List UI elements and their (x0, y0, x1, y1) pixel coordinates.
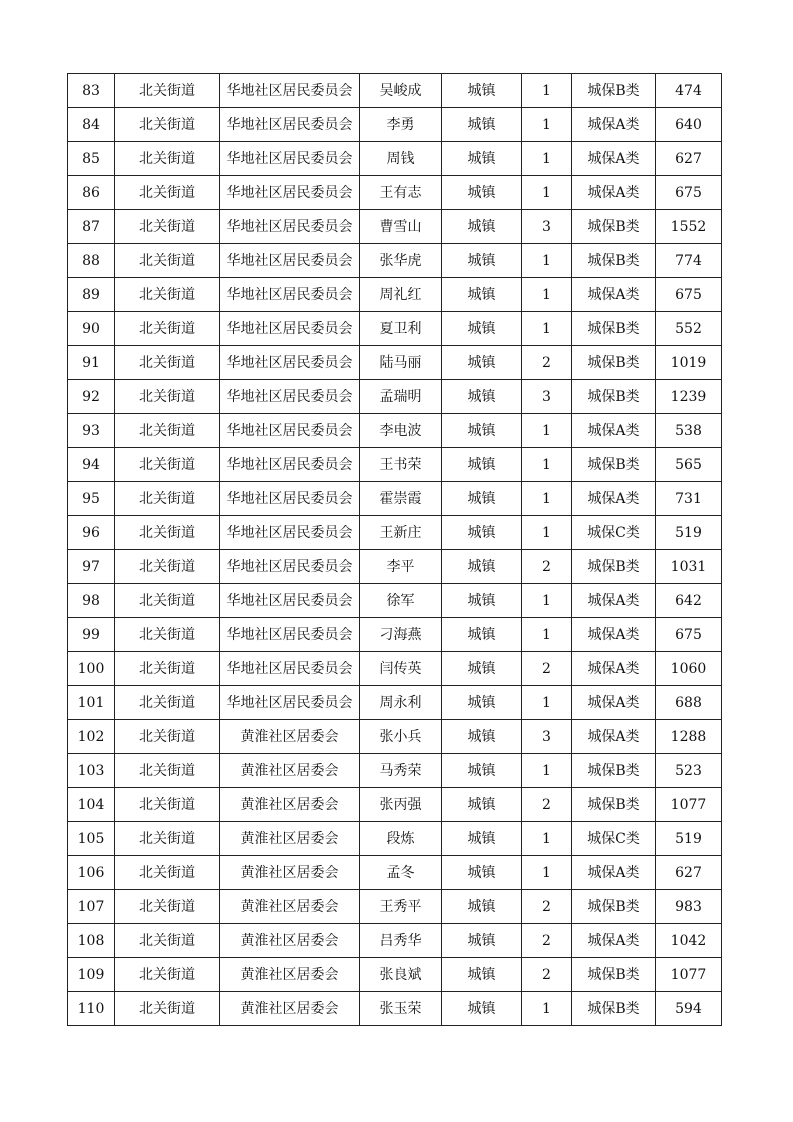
person-count-cell: 1 (522, 754, 572, 788)
amount-cell: 642 (656, 584, 722, 618)
row-number-cell: 94 (68, 448, 115, 482)
table-row (68, 312, 722, 346)
row-number-cell: 92 (68, 380, 115, 414)
name-cell: 张良斌 (360, 958, 442, 992)
community-cell: 华地社区居民委员会 (220, 584, 360, 618)
household-type-cell: 城镇 (442, 958, 522, 992)
name-cell: 王秀平 (360, 890, 442, 924)
street-cell: 北关街道 (115, 992, 220, 1026)
street-cell: 北关街道 (115, 346, 220, 380)
street-cell: 北关街道 (115, 754, 220, 788)
name-cell: 李勇 (360, 108, 442, 142)
person-count-cell: 1 (522, 448, 572, 482)
category-cell: 城保B类 (572, 992, 656, 1026)
category-cell: 城保A类 (572, 176, 656, 210)
amount-cell: 474 (656, 74, 722, 108)
name-cell: 吕秀华 (360, 924, 442, 958)
row-number-cell: 93 (68, 414, 115, 448)
name-cell: 刁海燕 (360, 618, 442, 652)
table-row (68, 74, 722, 108)
row-number-cell: 106 (68, 856, 115, 890)
community-cell: 华地社区居民委员会 (220, 414, 360, 448)
amount-cell: 1019 (656, 346, 722, 380)
amount-cell: 774 (656, 244, 722, 278)
category-cell: 城保A类 (572, 482, 656, 516)
amount-cell: 538 (656, 414, 722, 448)
person-count-cell: 1 (522, 686, 572, 720)
person-count-cell: 1 (522, 176, 572, 210)
person-count-cell: 1 (522, 822, 572, 856)
household-type-cell: 城镇 (442, 414, 522, 448)
community-cell: 黄淮社区居委会 (220, 822, 360, 856)
row-number-cell: 110 (68, 992, 115, 1026)
household-type-cell: 城镇 (442, 278, 522, 312)
table-row (68, 380, 722, 414)
community-cell: 华地社区居民委员会 (220, 74, 360, 108)
row-number-cell: 97 (68, 550, 115, 584)
street-cell: 北关街道 (115, 856, 220, 890)
table-row (68, 856, 722, 890)
category-cell: 城保A类 (572, 142, 656, 176)
household-type-cell: 城镇 (442, 482, 522, 516)
name-cell: 王有志 (360, 176, 442, 210)
row-number-cell: 108 (68, 924, 115, 958)
category-cell: 城保A类 (572, 924, 656, 958)
person-count-cell: 1 (522, 244, 572, 278)
table-row (68, 414, 722, 448)
community-cell: 华地社区居民委员会 (220, 550, 360, 584)
amount-cell: 627 (656, 142, 722, 176)
category-cell: 城保C类 (572, 516, 656, 550)
household-type-cell: 城镇 (442, 788, 522, 822)
table-row (68, 244, 722, 278)
category-cell: 城保B类 (572, 210, 656, 244)
row-number-cell: 87 (68, 210, 115, 244)
community-cell: 黄淮社区居委会 (220, 788, 360, 822)
person-count-cell: 1 (522, 516, 572, 550)
street-cell: 北关街道 (115, 176, 220, 210)
amount-cell: 688 (656, 686, 722, 720)
street-cell: 北关街道 (115, 788, 220, 822)
street-cell: 北关街道 (115, 108, 220, 142)
household-type-cell: 城镇 (442, 924, 522, 958)
community-cell: 华地社区居民委员会 (220, 652, 360, 686)
category-cell: 城保B类 (572, 74, 656, 108)
amount-cell: 983 (656, 890, 722, 924)
name-cell: 徐军 (360, 584, 442, 618)
table-row (68, 108, 722, 142)
table-row (68, 958, 722, 992)
name-cell: 吴峻成 (360, 74, 442, 108)
table-row (68, 176, 722, 210)
person-count-cell: 1 (522, 414, 572, 448)
row-number-cell: 102 (68, 720, 115, 754)
household-type-cell: 城镇 (442, 176, 522, 210)
category-cell: 城保B类 (572, 754, 656, 788)
category-cell: 城保B类 (572, 346, 656, 380)
person-count-cell: 1 (522, 618, 572, 652)
community-cell: 华地社区居民委员会 (220, 278, 360, 312)
street-cell: 北关街道 (115, 448, 220, 482)
amount-cell: 675 (656, 618, 722, 652)
category-cell: 城保B类 (572, 244, 656, 278)
household-type-cell: 城镇 (442, 74, 522, 108)
person-count-cell: 1 (522, 992, 572, 1026)
amount-cell: 523 (656, 754, 722, 788)
table-row (68, 822, 722, 856)
community-cell: 华地社区居民委员会 (220, 380, 360, 414)
person-count-cell: 3 (522, 720, 572, 754)
name-cell: 夏卫利 (360, 312, 442, 346)
amount-cell: 1239 (656, 380, 722, 414)
person-count-cell: 1 (522, 74, 572, 108)
household-type-cell: 城镇 (442, 890, 522, 924)
street-cell: 北关街道 (115, 482, 220, 516)
amount-cell: 1031 (656, 550, 722, 584)
category-cell: 城保C类 (572, 822, 656, 856)
row-number-cell: 99 (68, 618, 115, 652)
amount-cell: 627 (656, 856, 722, 890)
name-cell: 王新庄 (360, 516, 442, 550)
table-row (68, 890, 722, 924)
street-cell: 北关街道 (115, 890, 220, 924)
household-type-cell: 城镇 (442, 618, 522, 652)
community-cell: 黄淮社区居委会 (220, 720, 360, 754)
category-cell: 城保A类 (572, 414, 656, 448)
name-cell: 段炼 (360, 822, 442, 856)
category-cell: 城保A类 (572, 720, 656, 754)
amount-cell: 552 (656, 312, 722, 346)
name-cell: 周永利 (360, 686, 442, 720)
category-cell: 城保B类 (572, 788, 656, 822)
table-row (68, 754, 722, 788)
household-type-cell: 城镇 (442, 856, 522, 890)
table-row (68, 686, 722, 720)
name-cell: 孟冬 (360, 856, 442, 890)
household-type-cell: 城镇 (442, 686, 522, 720)
name-cell: 张玉荣 (360, 992, 442, 1026)
person-count-cell: 3 (522, 210, 572, 244)
person-count-cell: 2 (522, 550, 572, 584)
row-number-cell: 98 (68, 584, 115, 618)
row-number-cell: 85 (68, 142, 115, 176)
household-type-cell: 城镇 (442, 822, 522, 856)
street-cell: 北关街道 (115, 380, 220, 414)
person-count-cell: 2 (522, 346, 572, 380)
name-cell: 马秀荣 (360, 754, 442, 788)
category-cell: 城保B类 (572, 448, 656, 482)
row-number-cell: 100 (68, 652, 115, 686)
table-row (68, 516, 722, 550)
row-number-cell: 103 (68, 754, 115, 788)
person-count-cell: 1 (522, 142, 572, 176)
table-row (68, 992, 722, 1026)
amount-cell: 675 (656, 176, 722, 210)
community-cell: 华地社区居民委员会 (220, 516, 360, 550)
amount-cell: 1288 (656, 720, 722, 754)
household-type-cell: 城镇 (442, 720, 522, 754)
records-table (67, 73, 722, 1026)
category-cell: 城保B类 (572, 312, 656, 346)
table-row (68, 482, 722, 516)
name-cell: 陆马丽 (360, 346, 442, 380)
household-type-cell: 城镇 (442, 142, 522, 176)
community-cell: 华地社区居民委员会 (220, 312, 360, 346)
street-cell: 北关街道 (115, 74, 220, 108)
name-cell: 孟瑞明 (360, 380, 442, 414)
amount-cell: 594 (656, 992, 722, 1026)
household-type-cell: 城镇 (442, 448, 522, 482)
category-cell: 城保A类 (572, 686, 656, 720)
row-number-cell: 104 (68, 788, 115, 822)
person-count-cell: 1 (522, 584, 572, 618)
community-cell: 华地社区居民委员会 (220, 142, 360, 176)
name-cell: 张丙强 (360, 788, 442, 822)
person-count-cell: 1 (522, 278, 572, 312)
household-type-cell: 城镇 (442, 380, 522, 414)
row-number-cell: 96 (68, 516, 115, 550)
table-row (68, 924, 722, 958)
row-number-cell: 95 (68, 482, 115, 516)
name-cell: 王书荣 (360, 448, 442, 482)
row-number-cell: 105 (68, 822, 115, 856)
name-cell: 李电波 (360, 414, 442, 448)
household-type-cell: 城镇 (442, 754, 522, 788)
community-cell: 华地社区居民委员会 (220, 448, 360, 482)
street-cell: 北关街道 (115, 210, 220, 244)
household-type-cell: 城镇 (442, 346, 522, 380)
household-type-cell: 城镇 (442, 516, 522, 550)
street-cell: 北关街道 (115, 822, 220, 856)
street-cell: 北关街道 (115, 278, 220, 312)
row-number-cell: 88 (68, 244, 115, 278)
row-number-cell: 86 (68, 176, 115, 210)
category-cell: 城保A类 (572, 652, 656, 686)
category-cell: 城保A类 (572, 856, 656, 890)
community-cell: 黄淮社区居委会 (220, 890, 360, 924)
person-count-cell: 2 (522, 958, 572, 992)
category-cell: 城保A类 (572, 108, 656, 142)
person-count-cell: 1 (522, 312, 572, 346)
community-cell: 华地社区居民委员会 (220, 244, 360, 278)
name-cell: 李平 (360, 550, 442, 584)
amount-cell: 1060 (656, 652, 722, 686)
category-cell: 城保B类 (572, 890, 656, 924)
amount-cell: 519 (656, 822, 722, 856)
category-cell: 城保B类 (572, 958, 656, 992)
category-cell: 城保B类 (572, 380, 656, 414)
household-type-cell: 城镇 (442, 312, 522, 346)
community-cell: 黄淮社区居委会 (220, 992, 360, 1026)
amount-cell: 640 (656, 108, 722, 142)
category-cell: 城保A类 (572, 584, 656, 618)
row-number-cell: 89 (68, 278, 115, 312)
street-cell: 北关街道 (115, 516, 220, 550)
table-row (68, 618, 722, 652)
amount-cell: 675 (656, 278, 722, 312)
amount-cell: 1552 (656, 210, 722, 244)
person-count-cell: 2 (522, 924, 572, 958)
table-row (68, 584, 722, 618)
person-count-cell: 1 (522, 856, 572, 890)
community-cell: 黄淮社区居委会 (220, 754, 360, 788)
street-cell: 北关街道 (115, 686, 220, 720)
community-cell: 华地社区居民委员会 (220, 618, 360, 652)
street-cell: 北关街道 (115, 142, 220, 176)
community-cell: 黄淮社区居委会 (220, 924, 360, 958)
community-cell: 黄淮社区居委会 (220, 958, 360, 992)
amount-cell: 731 (656, 482, 722, 516)
category-cell: 城保A类 (572, 278, 656, 312)
person-count-cell: 1 (522, 482, 572, 516)
person-count-cell: 3 (522, 380, 572, 414)
row-number-cell: 107 (68, 890, 115, 924)
name-cell: 周礼红 (360, 278, 442, 312)
street-cell: 北关街道 (115, 244, 220, 278)
category-cell: 城保B类 (572, 550, 656, 584)
person-count-cell: 2 (522, 890, 572, 924)
community-cell: 华地社区居民委员会 (220, 482, 360, 516)
community-cell: 华地社区居民委员会 (220, 176, 360, 210)
amount-cell: 519 (656, 516, 722, 550)
household-type-cell: 城镇 (442, 550, 522, 584)
table-row (68, 788, 722, 822)
person-count-cell: 1 (522, 108, 572, 142)
street-cell: 北关街道 (115, 584, 220, 618)
community-cell: 华地社区居民委员会 (220, 346, 360, 380)
household-type-cell: 城镇 (442, 584, 522, 618)
street-cell: 北关街道 (115, 924, 220, 958)
street-cell: 北关街道 (115, 652, 220, 686)
name-cell: 曹雪山 (360, 210, 442, 244)
name-cell: 周钱 (360, 142, 442, 176)
household-type-cell: 城镇 (442, 108, 522, 142)
table-row (68, 720, 722, 754)
street-cell: 北关街道 (115, 550, 220, 584)
person-count-cell: 2 (522, 788, 572, 822)
row-number-cell: 83 (68, 74, 115, 108)
household-type-cell: 城镇 (442, 992, 522, 1026)
table-row (68, 550, 722, 584)
table-row (68, 448, 722, 482)
household-type-cell: 城镇 (442, 210, 522, 244)
table-row (68, 652, 722, 686)
name-cell: 霍崇霞 (360, 482, 442, 516)
street-cell: 北关街道 (115, 414, 220, 448)
street-cell: 北关街道 (115, 720, 220, 754)
street-cell: 北关街道 (115, 618, 220, 652)
table-row (68, 346, 722, 380)
category-cell: 城保A类 (572, 618, 656, 652)
table-row (68, 210, 722, 244)
person-count-cell: 2 (522, 652, 572, 686)
street-cell: 北关街道 (115, 958, 220, 992)
community-cell: 华地社区居民委员会 (220, 210, 360, 244)
street-cell: 北关街道 (115, 312, 220, 346)
row-number-cell: 90 (68, 312, 115, 346)
amount-cell: 1077 (656, 958, 722, 992)
row-number-cell: 91 (68, 346, 115, 380)
community-cell: 黄淮社区居委会 (220, 856, 360, 890)
name-cell: 张小兵 (360, 720, 442, 754)
table-row (68, 142, 722, 176)
community-cell: 华地社区居民委员会 (220, 686, 360, 720)
amount-cell: 565 (656, 448, 722, 482)
records-table-body (68, 74, 722, 1026)
amount-cell: 1042 (656, 924, 722, 958)
table-row (68, 278, 722, 312)
household-type-cell: 城镇 (442, 244, 522, 278)
household-type-cell: 城镇 (442, 652, 522, 686)
row-number-cell: 109 (68, 958, 115, 992)
amount-cell: 1077 (656, 788, 722, 822)
row-number-cell: 84 (68, 108, 115, 142)
row-number-cell: 101 (68, 686, 115, 720)
name-cell: 张华虎 (360, 244, 442, 278)
name-cell: 闫传英 (360, 652, 442, 686)
community-cell: 华地社区居民委员会 (220, 108, 360, 142)
